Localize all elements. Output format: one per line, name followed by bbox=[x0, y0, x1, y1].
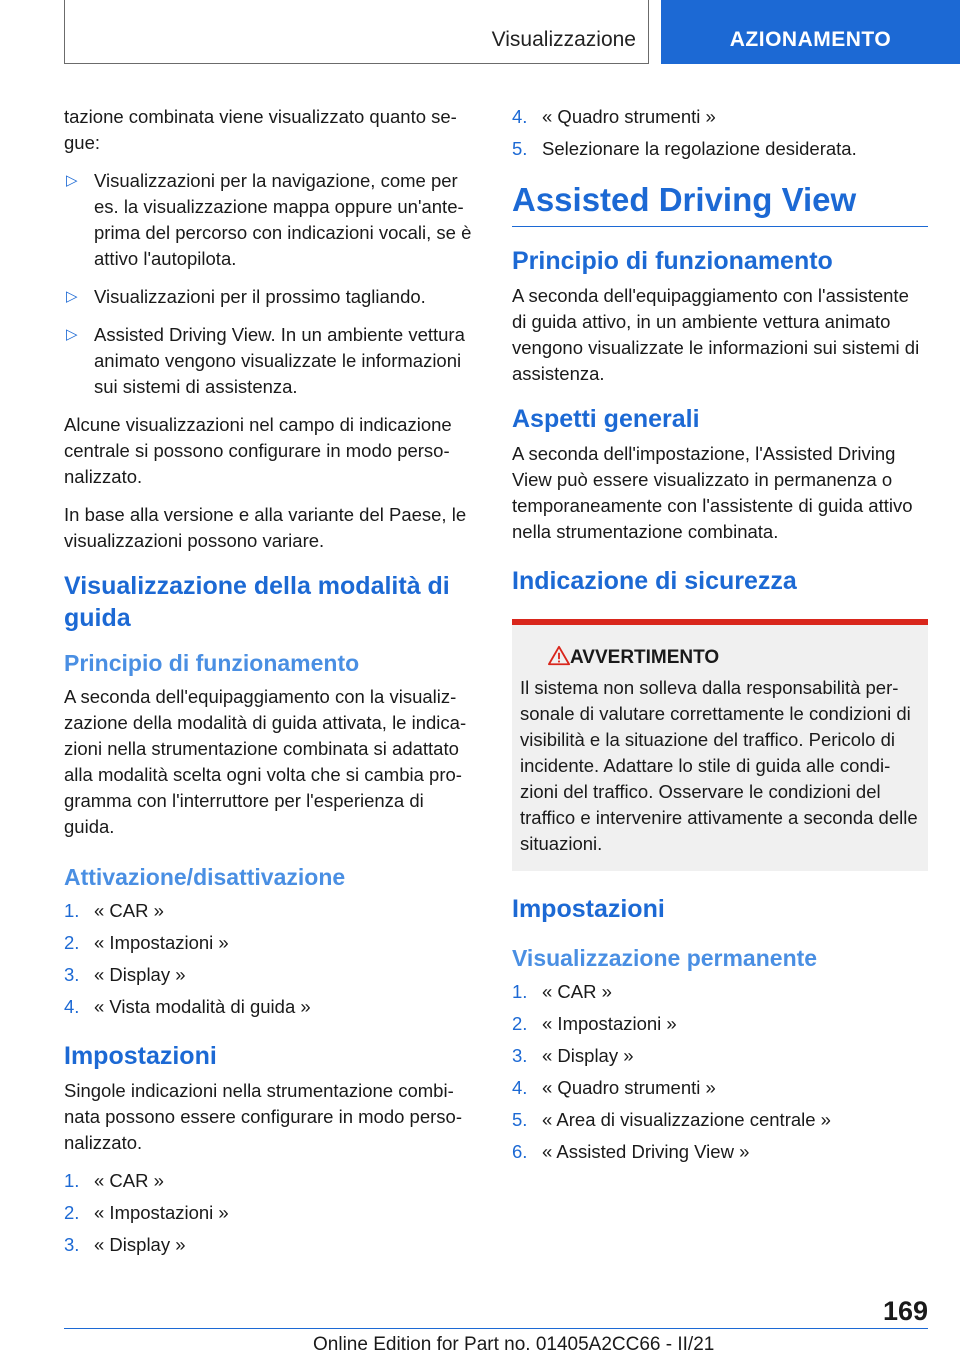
step-list-attivazione bbox=[64, 898, 479, 1020]
step-number: 3. bbox=[64, 1234, 80, 1255]
step-text: « Quadro strumenti » bbox=[542, 106, 716, 127]
left-column bbox=[64, 104, 479, 1270]
step-number: 5. bbox=[512, 138, 528, 159]
step-text: « CAR » bbox=[94, 900, 164, 921]
footer-divider bbox=[64, 1328, 928, 1329]
bullet-item bbox=[64, 284, 479, 310]
step-item bbox=[512, 1107, 928, 1133]
warning-box bbox=[512, 619, 928, 871]
step-number: 6. bbox=[512, 1141, 528, 1162]
step-text: « CAR » bbox=[94, 1170, 164, 1191]
paragraph: Alcune visualizzazioni nel campo di indicazione centrale si possono configurare in modo perso-nalizzato. bbox=[64, 414, 452, 487]
bullet-text: Visualizzazioni per la navigazione, come per es. la visualizzazione mappa oppure un'ante-prima del percorso con indicazioni vocali, se è attivo l'autopilota. bbox=[94, 170, 472, 269]
triangle-bullet-icon: ▷ bbox=[66, 326, 78, 343]
step-text: « Impostazioni » bbox=[94, 932, 229, 953]
step-text: « Display » bbox=[94, 1234, 186, 1255]
step-text: Selezionare la regolazione desiderata. bbox=[542, 138, 857, 159]
bullet-text: Visualizzazioni per il prossimo tagliando. bbox=[94, 286, 426, 307]
step-item bbox=[512, 104, 928, 130]
paragraph: A seconda dell'impostazione, l'Assisted Driving View può essere visualizzato in permanenza o temporaneamente con l'assistente di guida attivo nella strumentazione combinata. bbox=[512, 443, 913, 542]
step-number: 1. bbox=[512, 981, 528, 1002]
warning-header bbox=[520, 645, 920, 671]
step-list-permanente bbox=[512, 979, 928, 1165]
step-item bbox=[64, 898, 479, 924]
step-number: 1. bbox=[64, 900, 80, 921]
step-item bbox=[512, 1139, 928, 1165]
bullet-text: Assisted Driving View. In un ambiente vettura animato vengono visualizzate le informazioni sui sistemi di assistenza. bbox=[94, 324, 465, 397]
step-number: 3. bbox=[64, 964, 80, 985]
step-number: 4. bbox=[64, 996, 80, 1017]
edition-text: Online Edition for Part no. 01405A2CC66 - II/21 bbox=[313, 1334, 715, 1355]
triangle-bullet-icon: ▷ bbox=[66, 172, 78, 189]
step-number: 4. bbox=[512, 1077, 528, 1098]
step-text: « Display » bbox=[94, 964, 186, 985]
step-text: « Assisted Driving View » bbox=[542, 1141, 750, 1162]
paragraph: Singole indicazioni nella strumentazione combi-nata possono essere configurare in modo perso-nalizzato. bbox=[64, 1080, 462, 1153]
step-text: « Area di visualizzazione centrale » bbox=[542, 1109, 831, 1130]
step-number: 5. bbox=[512, 1109, 528, 1130]
step-text: « CAR » bbox=[542, 981, 612, 1002]
page-header bbox=[0, 0, 960, 68]
bullet-item bbox=[64, 322, 479, 400]
step-list-continued bbox=[512, 104, 928, 162]
heading-assisted-driving-view: Assisted Driving View bbox=[512, 180, 928, 227]
triangle-bullet-icon: ▷ bbox=[66, 288, 78, 305]
heading-aspetti: Aspetti generali bbox=[512, 405, 700, 433]
step-item bbox=[512, 1075, 928, 1101]
step-number: 1. bbox=[64, 1170, 80, 1191]
step-list-impostazioni bbox=[64, 1168, 479, 1258]
heading-principio: Principio di funzionamento bbox=[64, 650, 360, 676]
step-item bbox=[64, 930, 479, 956]
heading-principio: Principio di funzionamento bbox=[512, 247, 833, 275]
step-number: 3. bbox=[512, 1045, 528, 1066]
step-number: 2. bbox=[512, 1013, 528, 1034]
step-text: « Vista modalità di guida » bbox=[94, 996, 311, 1017]
section-tab bbox=[64, 0, 649, 64]
warning-triangle-icon bbox=[548, 645, 570, 667]
chapter-tab bbox=[661, 0, 960, 64]
heading-impostazioni: Impostazioni bbox=[512, 895, 665, 923]
chapter-title: AZIONAMENTO bbox=[729, 28, 892, 51]
heading-permanente: Visualizzazione permanente bbox=[512, 945, 818, 971]
step-item bbox=[512, 979, 928, 1005]
paragraph: A seconda dell'equipaggiamento con l'assistente di guida attivo, in un ambiente vettura animato vengono visualizzate le informazioni sui sistemi di assistenza. bbox=[512, 285, 920, 384]
bullet-item bbox=[64, 168, 479, 272]
intro-text: tazione combinata viene visualizzato quanto se-gue: bbox=[64, 106, 457, 153]
page-number: 169 bbox=[882, 1296, 928, 1326]
paragraph: A seconda dell'equipaggiamento con la visualiz-zazione della modalità di guida attivata, le indica-zioni nella strumentazione combinata si adattato alla modalità scelta ogni volta che si cambia pro-gramma con l'interruttore per l'esperienza di guida. bbox=[64, 686, 467, 837]
step-item bbox=[512, 1011, 928, 1037]
step-item bbox=[64, 1200, 479, 1226]
step-item bbox=[64, 1232, 479, 1258]
section-title: Visualizzazione bbox=[491, 28, 636, 51]
step-number: 4. bbox=[512, 106, 528, 127]
step-item bbox=[64, 994, 479, 1020]
step-text: « Display » bbox=[542, 1045, 634, 1066]
step-item bbox=[512, 1043, 928, 1069]
step-text: « Quadro strumenti » bbox=[542, 1077, 716, 1098]
heading-attivazione: Attivazione/disattivazione bbox=[64, 864, 346, 890]
heading-impostazioni: Impostazioni bbox=[64, 1042, 217, 1070]
heading-sicurezza: Indicazione di sicurezza bbox=[512, 567, 797, 595]
step-item bbox=[512, 136, 928, 162]
paragraph: In base alla versione e alla variante del Paese, le visualizzazioni possono variare. bbox=[64, 504, 467, 551]
warning-text: Il sistema non solleva dalla responsabilità per-sonale di valutare correttamente le condizioni di visibilità e la situazione del traffico. Pericolo di incidente. Adattare lo stile di guida alle condi-zioni del traffico. Osservare le condizioni del traffico e intervenire attivamente a seconda delle situazioni. bbox=[520, 677, 918, 854]
step-number: 2. bbox=[64, 1202, 80, 1223]
heading-modalita: Visualizzazione della modalità di guida bbox=[64, 572, 450, 632]
step-text: « Impostazioni » bbox=[94, 1202, 229, 1223]
step-item bbox=[64, 962, 479, 988]
right-column bbox=[512, 104, 928, 1177]
step-text: « Impostazioni » bbox=[542, 1013, 677, 1034]
step-number: 2. bbox=[64, 932, 80, 953]
step-item bbox=[64, 1168, 479, 1194]
warning-title: AVVERTIMENTO bbox=[570, 647, 720, 668]
